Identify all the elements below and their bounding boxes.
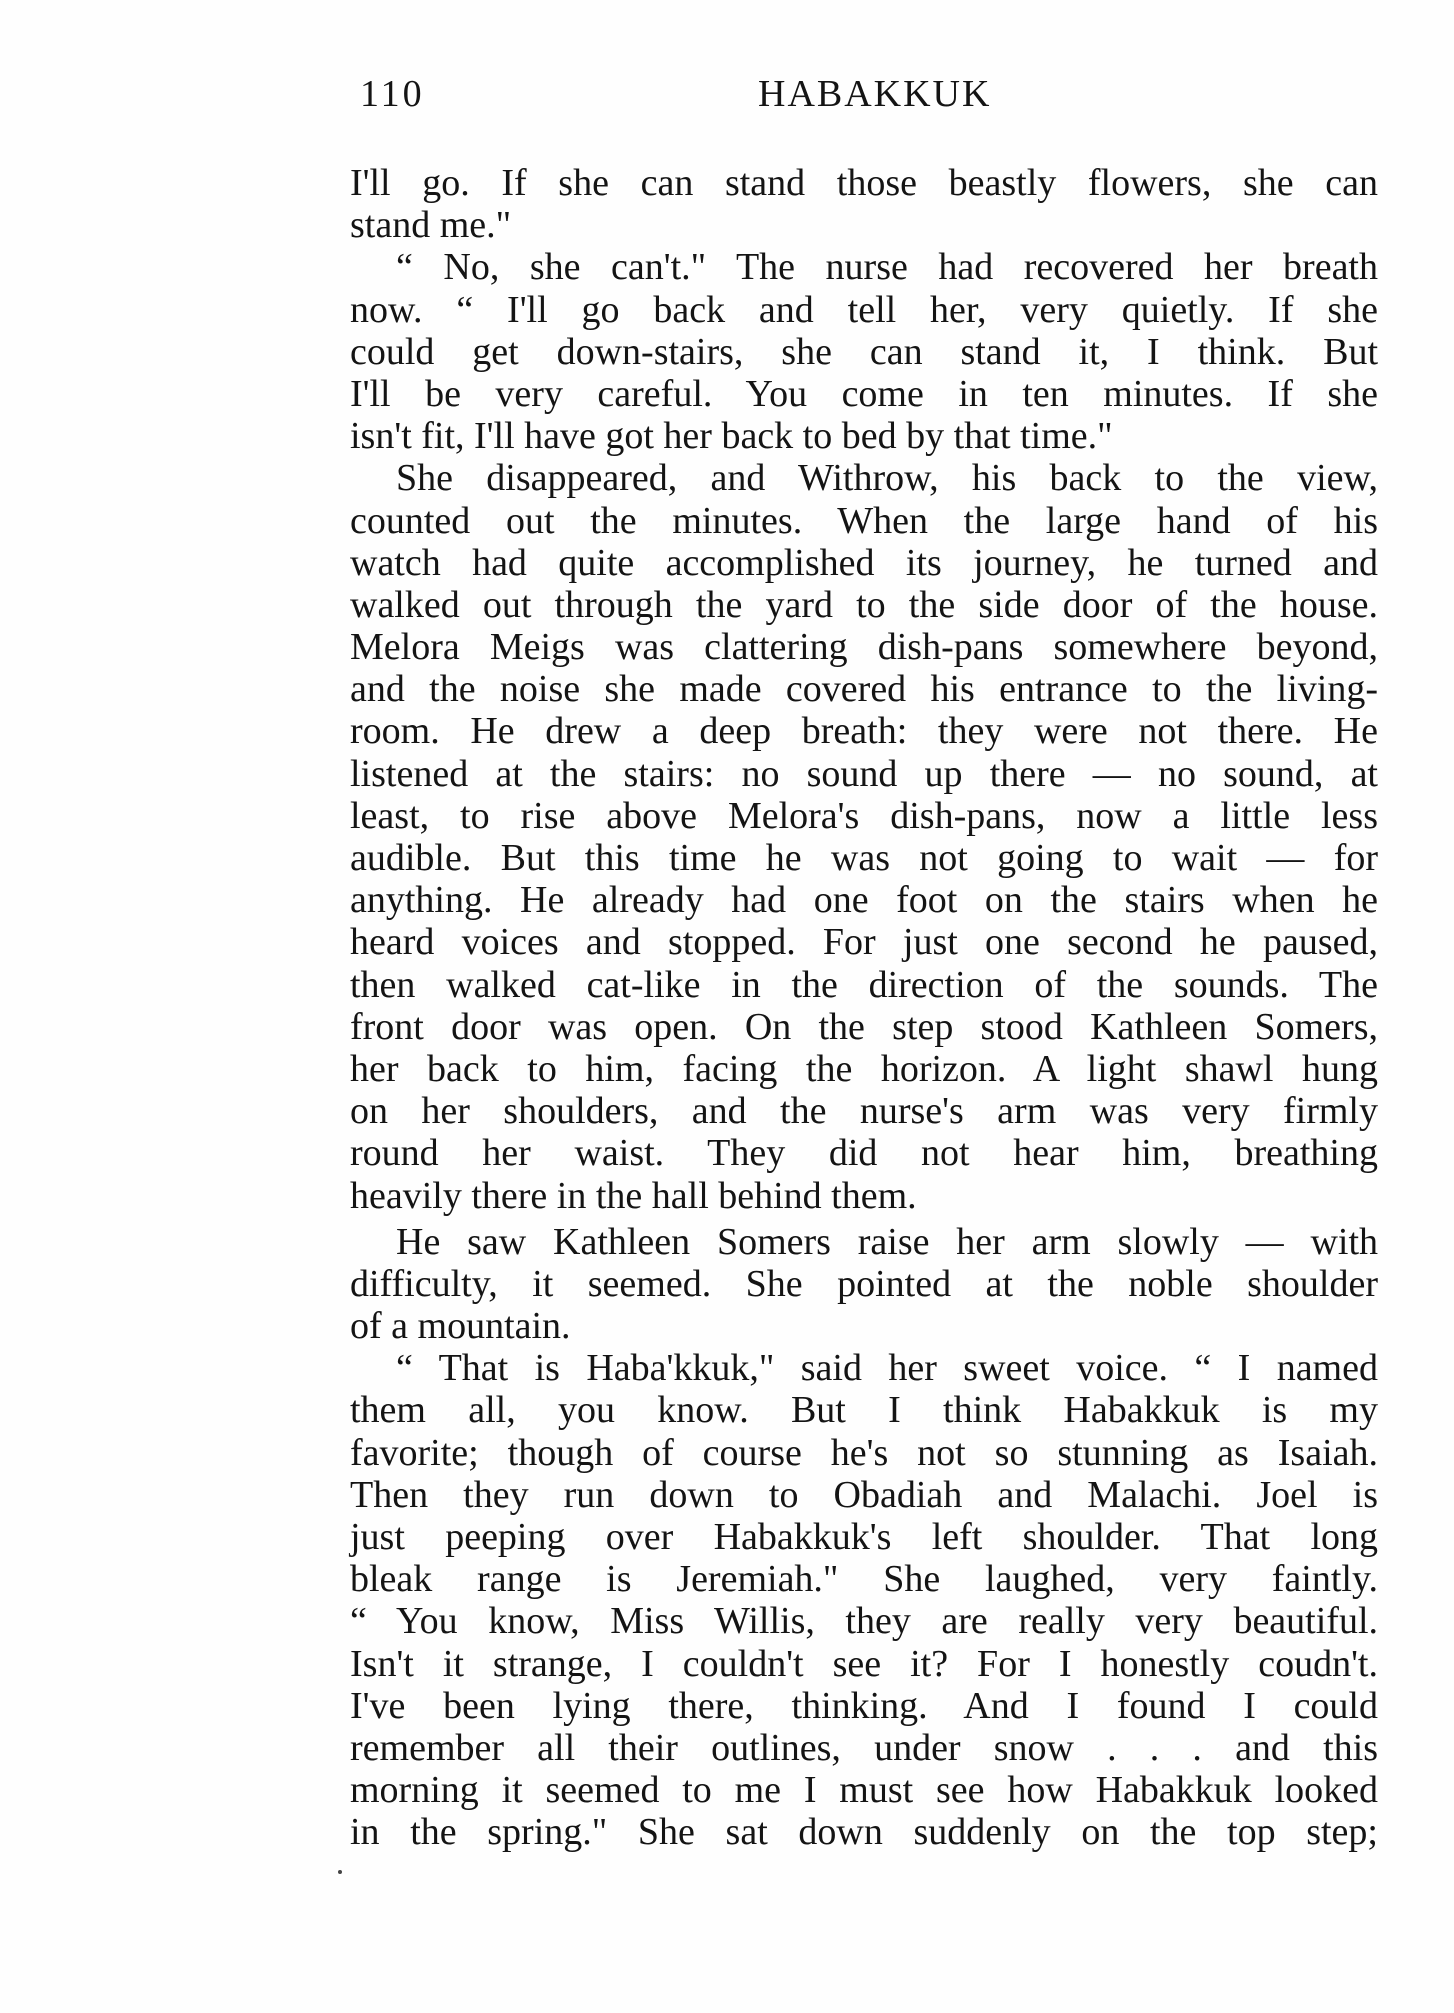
text-line: could get down-stairs, she can stand it, I think. But: [350, 330, 1378, 373]
text-line: He saw Kathleen Somers raise her arm slowly — with: [396, 1220, 1378, 1263]
text-line: then walked cat-like in the direction of the sounds. The: [350, 963, 1378, 1006]
text-line: morning it seemed to me I must see how Habakkuk looked: [350, 1769, 1378, 1812]
text-line: of a mountain.: [350, 1305, 571, 1348]
text-line: front door was open. On the step stood Kathleen Somers,: [350, 1005, 1378, 1048]
text-line: isn't fit, I'll have got her back to bed by that time.": [350, 415, 1113, 458]
text-line: Isn't it strange, I couldn't see it? For I honestly coudn't.: [350, 1642, 1378, 1685]
text-line: I've been lying there, thinking. And I found I could: [350, 1684, 1378, 1727]
text-line: round her waist. They did not hear him, breathing: [350, 1132, 1378, 1175]
text-line: Then they run down to Obadiah and Malachi. Joel is: [350, 1473, 1378, 1516]
text-line: now. “ I'll go back and tell her, very quietly. If she: [350, 288, 1378, 331]
text-line: remember all their outlines, under snow . . . and this: [350, 1726, 1378, 1769]
text-line: anything. He already had one foot on the stairs when he: [350, 879, 1378, 922]
text-line: stand me.": [350, 204, 512, 247]
text-line: She disappeared, and Withrow, his back to the view,: [396, 457, 1378, 500]
text-line: heard voices and stopped. For just one second he paused,: [350, 921, 1378, 964]
text-line: least, to rise above Melora's dish-pans, now a little less: [350, 794, 1378, 837]
text-line: bleak range is Jeremiah." She laughed, very faintly.: [350, 1558, 1378, 1601]
text-line: difficulty, it seemed. She pointed at the noble shoulder: [350, 1262, 1378, 1305]
text-line: and the noise she made covered his entrance to the living-: [350, 668, 1378, 711]
text-line: “ You know, Miss Willis, they are really very beautiful.: [350, 1600, 1378, 1643]
running-head: [360, 72, 1380, 128]
text-line: them all, you know. But I think Habakkuk is my: [350, 1389, 1378, 1432]
page-number: 110: [360, 73, 425, 115]
text-line: room. He drew a deep breath: they were not there. He: [350, 710, 1378, 753]
text-line: walked out through the yard to the side door of the house.: [350, 583, 1378, 626]
text-line: in the spring." She sat down suddenly on the top step;: [350, 1811, 1378, 1854]
text-line: Melora Meigs was clattering dish-pans somewhere beyond,: [350, 626, 1378, 669]
text-line: on her shoulders, and the nurse's arm was very firmly: [350, 1090, 1378, 1133]
text-line: counted out the minutes. When the large hand of his: [350, 499, 1378, 542]
text-line: listened at the stairs: no sound up there — no sound, at: [350, 752, 1378, 795]
text-line: favorite; though of course he's not so stunning as Isaiah.: [350, 1431, 1378, 1474]
print-speck: [338, 1870, 342, 1874]
text-line: her back to him, facing the horizon. A light shawl hung: [350, 1047, 1378, 1090]
text-line: “ That is Haba'kkuk," said her sweet voice. “ I named: [396, 1347, 1378, 1390]
text-line: I'll be very careful. You come in ten minutes. If she: [350, 372, 1378, 415]
running-title: HABAKKUK: [758, 73, 992, 115]
text-line: just peeping over Habakkuk's left shoulder. That long: [350, 1516, 1378, 1558]
text-line: “ No, she can't." The nurse had recovered her breath: [396, 246, 1378, 289]
text-line: audible. But this time he was not going to wait — for: [350, 837, 1378, 879]
body-text: [350, 162, 1378, 1854]
text-line: heavily there in the hall behind them.: [350, 1174, 917, 1217]
text-line: watch had quite accomplished its journey, he turned and: [350, 541, 1378, 584]
text-line: I'll go. If she can stand those beastly flowers, she can: [350, 162, 1378, 204]
